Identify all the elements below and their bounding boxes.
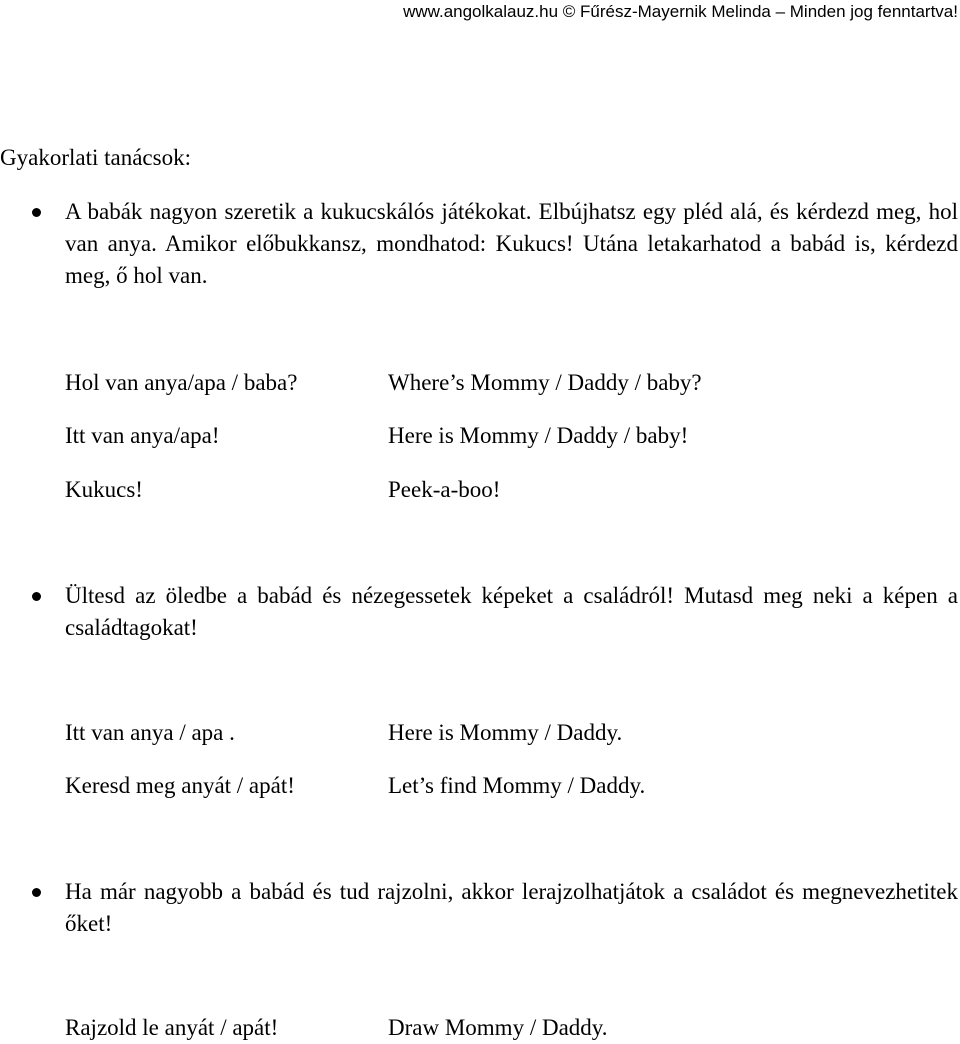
bullet-dot-icon: [32, 592, 41, 601]
phrase-en: Here is Mommy / Daddy / baby!: [388, 423, 689, 448]
tip-text-1: A babák nagyon szeretik a kukucskálós játékokat. Elbújhatsz egy pléd alá, és kérdezd meg, hol van anya. Amikor előbukkansz, mondhatod: Kukucs! Utána letakarhatod a babád is, kérdezd meg, ő hol van.: [65, 199, 958, 288]
phrase-hu: Itt van anya/apa!: [65, 423, 220, 448]
phrase-en: Where’s Mommy / Daddy / baby?: [388, 370, 702, 395]
phrase-en: Let’s find Mommy / Daddy.: [388, 773, 646, 798]
bullet-dot-icon: [32, 208, 41, 217]
phrase-hu: Rajzold le anyát / apát!: [65, 1015, 279, 1040]
section-heading: Gyakorlati tanácsok:: [0, 145, 191, 170]
tip-text-2: Ültesd az öledbe a babád és nézegessetek képeket a családról! Mutasd meg neki a képen a családtagokat!: [65, 583, 958, 640]
page-header: www.angolkalauz.hu © Fűrész-Mayernik Melinda – Minden jog fenntartva!: [403, 2, 958, 21]
phrase-hu: Keresd meg anyát / apát!: [65, 773, 295, 798]
phrase-en: Draw Mommy / Daddy.: [388, 1015, 608, 1040]
phrase-hu: Kukucs!: [65, 477, 143, 502]
bullet-dot-icon: [32, 888, 41, 897]
tip-text-3: Ha már nagyobb a babád és tud rajzolni, akkor lerajzolhatjátok a családot és megnevezhetitek őket!: [65, 879, 958, 936]
phrase-hu: Hol van anya/apa / baba?: [65, 370, 298, 395]
phrase-en: Here is Mommy / Daddy.: [388, 720, 623, 745]
phrase-en: Peek-a-boo!: [388, 477, 501, 502]
phrase-hu: Itt van anya / apa .: [65, 720, 235, 745]
